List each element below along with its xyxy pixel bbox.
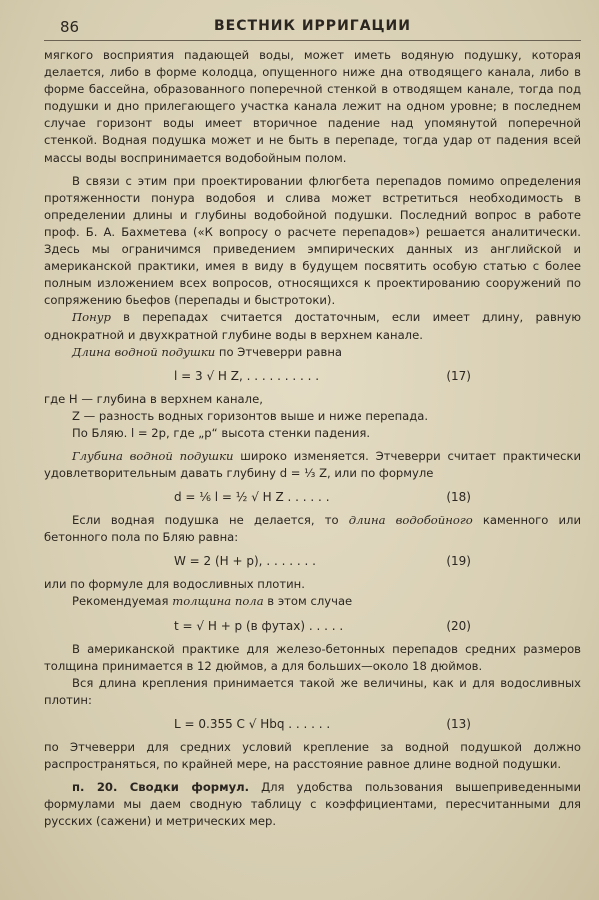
- bliau-rule: По Бляю. l = 2p, где „p“ высота стенки падения.: [72, 425, 371, 440]
- section-20-text: Для удобства пользования вышеприведенными формулами мы даем сводную таблицу с коэффициентами, пересчитанными для русских (сажени) и метрических мер.: [44, 780, 581, 829]
- term-cushion-length: Длина водной подушки: [72, 344, 216, 359]
- formula-18-number: (18): [446, 490, 471, 505]
- paragraph-7: или по формуле для водосливных плотин.: [44, 577, 305, 592]
- paragraph-8-text: в этом случае: [263, 594, 353, 609]
- paragraph-3: [44, 309, 581, 343]
- term-apron-length: длина водобойного: [348, 513, 473, 528]
- where-h: где H — глубина в верхнем канале,: [44, 391, 263, 406]
- paragraph-9: В американской практике для железо-бетонных перепадов средних размеров толщина принимается в 12 дюймов, а для больших—около 18 дюймов.: [44, 641, 581, 673]
- formula-20-expr: t = √ H + p (в футах) . . . . .: [174, 618, 344, 633]
- formula-17-expr: l = 3 √ H Z, . . . . . . . . . .: [174, 368, 320, 383]
- paragraph-5: [44, 448, 581, 482]
- paragraph-3-text: в перепадах считается достаточным, если имеет длину, равную однократной и двухкратной глубине воды в верхнем канале.: [44, 310, 581, 342]
- paragraph-8-pre: Рекомендуемая: [72, 594, 173, 609]
- section-20-heading: п. 20. Сводки формул.: [72, 780, 250, 795]
- journal-title: ВЕСТНИК ИРРИГАЦИИ: [214, 18, 411, 34]
- term-floor-thickness: толщина пола: [172, 594, 264, 609]
- formula-13-number: (13): [446, 716, 471, 731]
- formula-19-expr: W = 2 (H + p), . . . . . . .: [174, 554, 316, 569]
- paragraph-1: мягкого восприятия падающей воды, может иметь водяную подушку, которая делается, либо в форме колодца, опущенного ниже дна отводящего канала, либо в форме бассейна, образованного поперечной стенкой в отводящем канале, тогда под подушки и дно прилегающего участка канала лежит на одном уровне; в последнем случае горизонт воды имеет вторичное падение над упомянутой поперечной стенкой. Водная подушка может и не быть в перепаде, тогда удар от падения всей массы воды воспринимается водобойным полом.: [44, 48, 581, 165]
- paragraph-4-text: по Этчеверри равна: [215, 344, 343, 359]
- paragraph-5-text: широко изменяется. Этчеверри считает практически удовлетворительным давать глубину d = ⅓ Z, или по формуле: [44, 448, 581, 481]
- formula-19-number: (19): [446, 554, 471, 569]
- formula-18: [44, 482, 581, 512]
- where-z: Z — разность водных горизонтов выше и ниже перепада.: [72, 408, 429, 423]
- section-20: [44, 779, 581, 830]
- formula-19: [44, 546, 581, 576]
- paragraph-10: Вся длина крепления принимается такой же величины, как и для водосливных плотин:: [44, 675, 581, 707]
- paragraph-2: В связи с этим при проектировании флюгбета перепадов помимо определения протяженности понура водобоя и слива может встретиться необходимость в определении длины и глубины водобойной подушки. Последний вопрос в работе проф. Б. А. Бахметева («К вопросу о расчете перепадов») решается аналитически. Здесь мы ограничимся приведением эмпирических данных из английской и американской практики, имея в виду в будущем посвятить особую статью с более полным изложением всех вопросов, относящихся к проектированию сооружений по сопряжению бьефов (перепады и быстротоки).: [44, 173, 581, 308]
- formula-13: [44, 709, 581, 739]
- paragraph-11: по Этчеверри для средних условий крепление за водной подушкой должно распространяться, по крайней мере, на расстояние равное длине водной подушки.: [44, 739, 581, 771]
- formula-17: [44, 361, 581, 391]
- paragraph-6-text: каменного или бетонного пола по Бляю равна:: [44, 513, 581, 545]
- formula-20: [44, 611, 581, 641]
- paragraph-6: [44, 512, 581, 546]
- term-ponur: Понур: [72, 310, 111, 325]
- paragraph-8: [44, 593, 581, 610]
- paragraph-4: [44, 344, 581, 361]
- term-cushion-depth: Глубина водной подушки: [72, 448, 234, 463]
- formula-18-expr: d = ⅙ l = ½ √ H Z . . . . . .: [174, 490, 330, 505]
- paragraph-6-pre: Если водная подушка не делается, то: [72, 513, 349, 528]
- page-header: [44, 14, 581, 41]
- formula-13-expr: L = 0.355 C √ Hbq . . . . . .: [174, 716, 331, 731]
- formula-20-number: (20): [446, 618, 471, 633]
- page-number: 86: [60, 18, 80, 36]
- formula-17-number: (17): [446, 368, 471, 383]
